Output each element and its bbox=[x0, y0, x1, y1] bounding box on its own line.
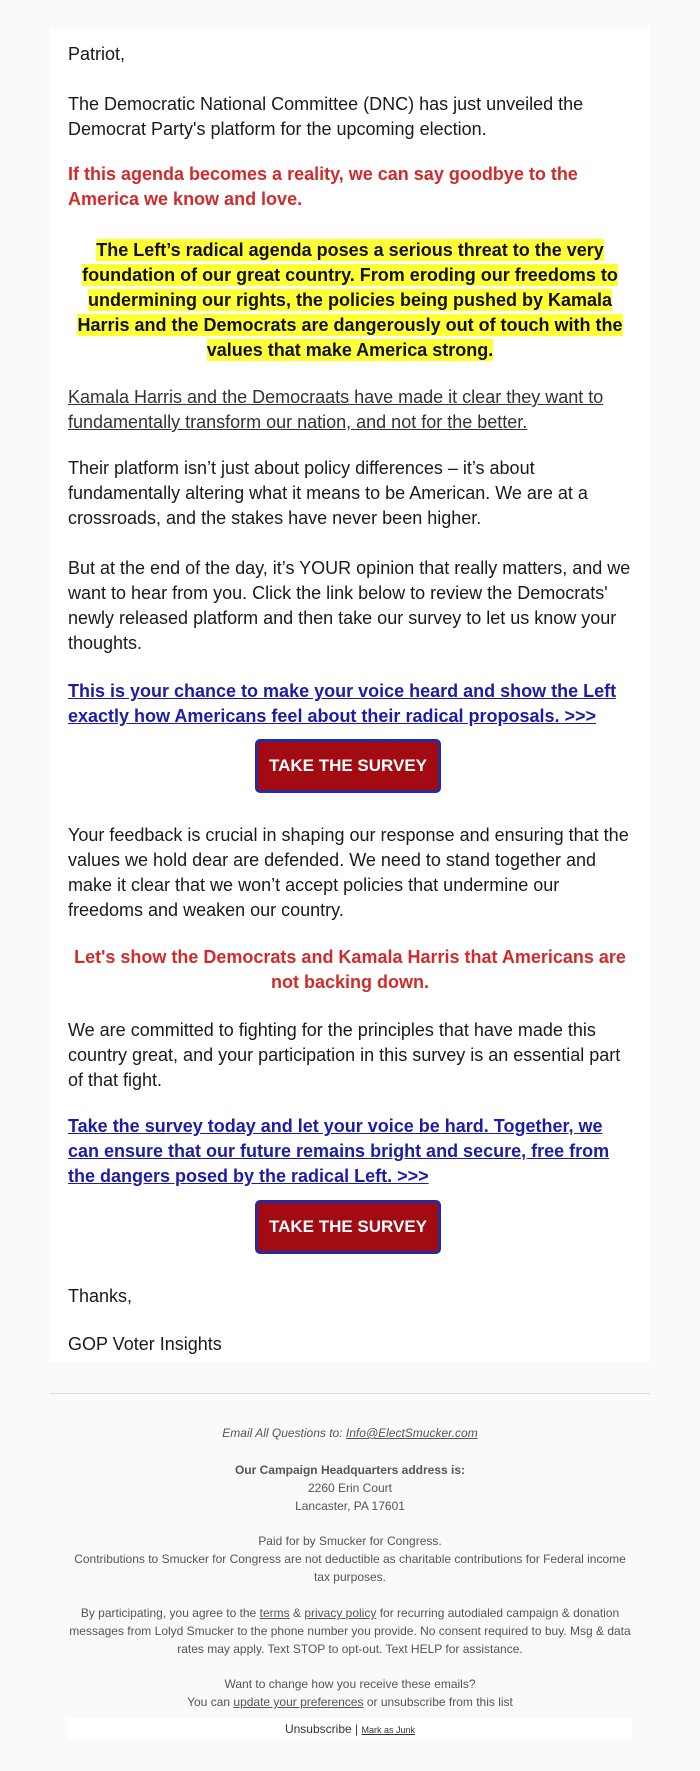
feedback-paragraph: Your feedback is crucial in shaping our response and ensuring that the values we hold dear are defended. We need to stand together and make it clear that we won’t accept policies that undermine our freedoms and weaken our country. bbox=[68, 825, 629, 920]
mark-as-junk-link[interactable]: Mark as Junk bbox=[361, 1725, 416, 1735]
unsubscribe-link[interactable]: Unsubscribe bbox=[284, 1722, 352, 1736]
email-body bbox=[50, 28, 650, 1362]
questions-prefix: Email All Questions to: bbox=[222, 1426, 343, 1440]
contributions-text: Contributions to Smucker for Congress are not deductible as charitable contributions for Federal income tax purposes. bbox=[74, 1552, 626, 1584]
intro-paragraph: The Democratic National Committee (DNC) has just unveiled the Democrat Party's platform for the upcoming election. bbox=[68, 94, 584, 139]
paid-for-text: Paid for by Smucker for Congress. bbox=[258, 1534, 442, 1548]
platform-paragraph: Their platform isn’t just about policy differences – it’s about fundamentally altering what it means to be American. We are at a crossroads, and the stakes have never been higher. bbox=[68, 458, 588, 528]
unsubscribe-list-text: or unsubscribe from this list bbox=[366, 1695, 513, 1709]
you-can-text: You can bbox=[187, 1695, 231, 1709]
separator: | bbox=[355, 1722, 359, 1736]
terms-link[interactable]: terms bbox=[259, 1606, 290, 1620]
greeting: Patriot, bbox=[68, 44, 126, 64]
thanks-text: Thanks, bbox=[68, 1286, 133, 1306]
consent-paragraph bbox=[65, 1604, 635, 1658]
questions-line bbox=[65, 1424, 635, 1442]
red-center-text: Let's show the Democrats and Kamala Harris that Americans are not backing down. bbox=[74, 947, 626, 992]
survey-link-1[interactable]: This is your chance to make your voice heard and show the Left exactly how Americans feel about their radical proposals. >>> bbox=[68, 681, 617, 726]
consent-prefix: By participating, you agree to the bbox=[80, 1606, 257, 1620]
commitment-paragraph: We are committed to fighting for the principles that have made this country great, and your participation in this survey is an essential part of that fight. bbox=[68, 1020, 621, 1090]
signature: GOP Voter Insights bbox=[68, 1334, 222, 1354]
footer-divider bbox=[50, 1393, 650, 1394]
update-preferences-link[interactable]: update your preferences bbox=[233, 1695, 364, 1709]
address-line-1: 2260 Erin Court bbox=[307, 1481, 393, 1495]
consent-suffix: for recurring autodialed campaign & donation messages from Lolyd Smucker to the phone number you provide. No consent required to buy. Msg & data rates may apply. Text STOP to opt-out. Text HELP for assistance. bbox=[69, 1606, 631, 1656]
survey-link-2[interactable]: Take the survey today and let your voice be hard. Together, we can ensure that our future remains bright and secure, free from the dangers posed by the radical Left. >>> bbox=[68, 1116, 610, 1186]
highlighted-paragraph bbox=[68, 238, 632, 363]
privacy-policy-link[interactable]: privacy policy bbox=[304, 1606, 377, 1620]
warning-text: If this agenda becomes a reality, we can say goodbye to the America we know and love. bbox=[68, 164, 578, 209]
ampersand: & bbox=[292, 1606, 301, 1620]
questions-email-link[interactable]: Info@ElectSmucker.com bbox=[345, 1426, 478, 1440]
opinion-paragraph: But at the end of the day, it’s YOUR opinion that really matters, and we want to hear from you. Click the link below to review the Democrats' newly released platform and then take our survey to let us know your thoughts. bbox=[68, 558, 631, 653]
unsubscribe-bar bbox=[68, 1718, 632, 1740]
highlight-text: The Left’s radical agenda poses a serious threat to the very foundation of our great country. From eroding our freedoms to undermining our rights, the policies being pushed by Kamala Harris and the Democrats are dangerously out of touch with the values that make America strong. bbox=[77, 240, 623, 360]
underlined-paragraph: Kamala Harris and the Democraats have made it clear they want to fundamentally transform our nation, and not for the better. bbox=[68, 387, 604, 432]
hq-label: Our Campaign Headquarters address is: bbox=[234, 1463, 466, 1477]
preferences-line bbox=[65, 1693, 635, 1711]
change-preferences-line: Want to change how you receive these emails? bbox=[224, 1677, 476, 1691]
take-survey-button-2[interactable]: TAKE THE SURVEY bbox=[255, 1200, 441, 1254]
take-survey-button-1[interactable]: TAKE THE SURVEY bbox=[255, 739, 441, 793]
address-line-2: Lancaster, PA 17601 bbox=[295, 1499, 405, 1513]
